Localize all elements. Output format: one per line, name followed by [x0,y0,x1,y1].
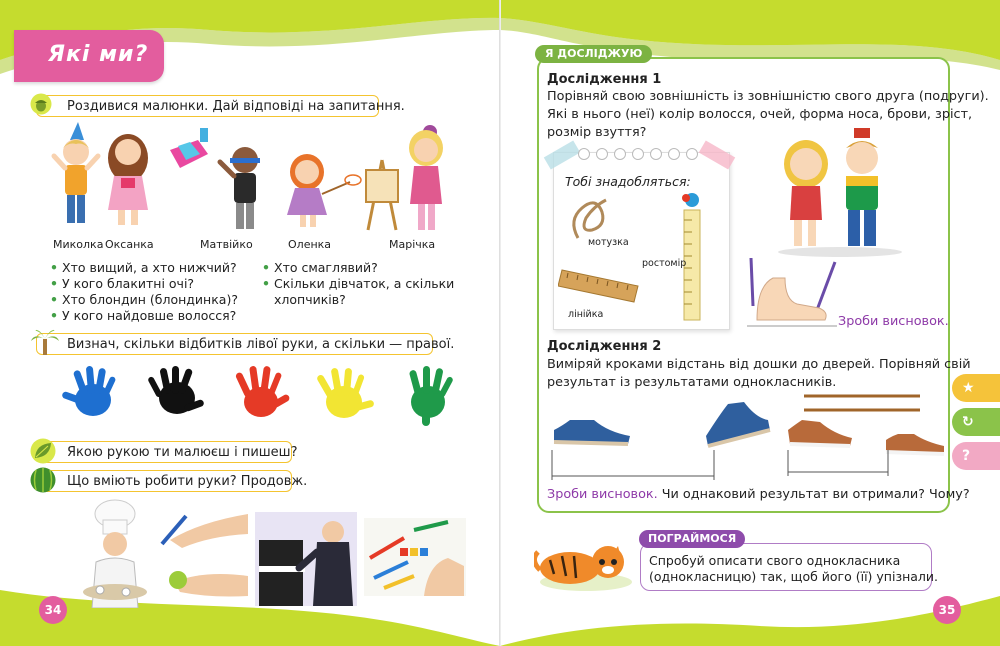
task-box-hands-can [36,470,308,492]
kid-olenka [287,154,361,227]
question-item: • Хто вищий, а хто нижчий? [50,260,237,275]
task-box-handprints [36,333,455,355]
question-item: • Хто смаглявий? [262,260,378,275]
question-item: • Хто блондин (блондинка)? [50,292,238,307]
ring [614,148,626,160]
handprint-yellow [314,366,376,428]
side-tab-refresh[interactable] [952,408,1000,436]
question-item: хлопчиків? [274,292,346,307]
kid-oksanka [108,134,148,225]
shoe-steps-picture [548,390,948,482]
hands-writing-picture [160,500,252,604]
side-tab-question[interactable] [952,442,1000,470]
question-item: • Скільки дівчаток, а скільки [262,276,455,291]
study2-title: Дослідження 2 [547,339,662,354]
kid-matviyko [220,147,260,229]
question-icon: ? [962,448,971,464]
leaf-icon [30,438,56,464]
task-handprints-text: Визнач, скільки відбитків лівої руки, а скільки — правої. [67,337,455,352]
painting-hand-picture [364,518,466,596]
kid-mykolka [54,122,98,223]
handprint-blue [60,364,122,426]
question-item: • У кого найдовше волосся? [50,308,237,323]
study2-text: Виміряй кроками відстань від дошки до дверей. Порівняй свій результат із результатами однокласників. [547,357,971,390]
ring [578,148,590,160]
ring [650,148,662,160]
star-icon: ★ [962,380,975,396]
pinata [170,128,208,168]
two-kids-picture [770,128,910,258]
tiger-picture [534,530,644,592]
acorn-icon [30,93,52,115]
kid-name: Оксанка [105,238,154,251]
ring [668,148,680,160]
palm-tree-icon [30,327,60,357]
task-look-text: Роздивися малюнки. Дай відповіді на запитання. [67,99,405,114]
conclusion-1: Зроби висновок. [838,314,949,329]
pianist-picture [255,512,357,606]
play-text: Спробуй описати свого однокласника (однокласницю) так, щоб його (її) упізнали. [649,553,939,584]
ring [632,148,644,160]
question-item: • У кого блакитні очі? [50,276,195,291]
page-title: Які ми? [48,42,149,67]
kid-name: Оленка [288,238,332,251]
book-spine [499,0,501,646]
kid-name: Матвійко [200,238,253,251]
kids-illustration [50,120,460,240]
tools-heading: Тобі знадобляться: [565,174,691,189]
page-number-right: 35 [933,596,961,624]
tool-rope-label: мотузка [588,237,629,248]
kid-name: Марічка [389,238,436,251]
task-box-look [36,95,405,117]
ring [686,148,698,160]
chef-picture [70,498,160,608]
study1-text: Порівняй свою зовнішність із зовнішністю свого друга (подруги). Які в нього (неї) колір волосся, очей, форма носа, брови, зріст, розмір взуття? [547,89,989,140]
foot-measure-picture [745,256,840,332]
page-number-left: 34 [39,596,67,624]
tool-meter-label: ростомір [642,258,687,269]
handprint-red [230,362,292,424]
handprint-black [144,364,206,426]
watermelon-icon [30,467,56,493]
study1-title: Дослідження 1 [547,72,662,87]
section-tag: Я ДОСЛІДЖУЮ [535,45,652,63]
questions-left [50,260,238,324]
kid-marichka [409,125,443,230]
conclusion-2: Зроби висновок. Чи однаковий результат ви отримали? Чому? [547,487,970,502]
refresh-icon: ↻ [962,414,974,430]
play-tag: ПОГРАЙМОСЯ [639,530,745,548]
kid-name: Миколка [53,238,104,251]
task-hands-can-text: Що вміють робити руки? Продовж. [67,474,308,489]
ring [596,148,608,160]
side-tab-star[interactable] [952,374,1000,402]
task-box-draw-hand [36,441,298,463]
tool-ruler-label: лінійка [568,309,604,320]
task-draw-hand-text: Якою рукою ти малюєш і пишеш? [67,445,298,460]
questions-right [262,260,454,308]
handprint-green [398,364,460,426]
easel [366,160,398,230]
